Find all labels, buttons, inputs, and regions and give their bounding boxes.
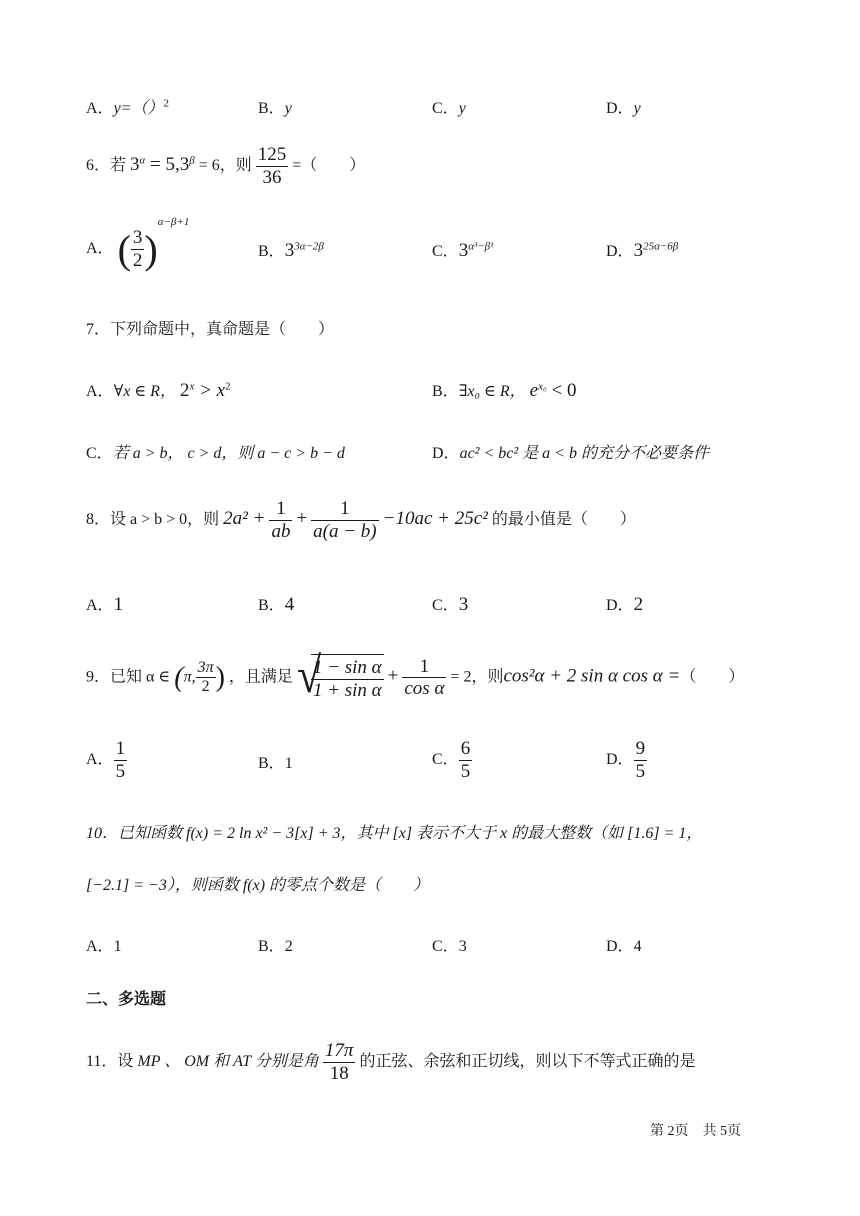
- q8-stem: 8．设 a > b > 0，则 2a² + $\frac{1}{ab}$ + $\frac{1}{a(a - b)}$ −10ac + 25c² 的最小值是（ ）: [86, 498, 636, 542]
- q8-option-b: B．4: [258, 594, 295, 615]
- q9-sqrt: √ $\frac{\text{1 − sin α}}{\text{1 + sin α}}$: [296, 647, 382, 704]
- q6-stem: 6．若 $3^\alpha = 5,3^\beta = 6$，则 $\frac{125}{36}$ =（ ）: [86, 144, 366, 188]
- q6-option-a: A． ( $\frac{3}{2}$ )$^{\alpha-\beta+1}$: [86, 215, 190, 272]
- page-footer: 第 2页 共 5页: [650, 1124, 741, 1139]
- q6-option-d: D．$3^{25\alpha-6\beta}$: [606, 240, 679, 261]
- q9-option-a: A． $\frac{1}{5}$: [86, 738, 126, 782]
- q10-option-a: A．1: [86, 938, 122, 955]
- q6-a-fraction: $\frac{3}{2}$: [132, 227, 143, 271]
- q9-option-d: D． $\frac{9}{5}$: [606, 738, 646, 782]
- q6-fraction: $\frac{125}{36}$: [257, 144, 287, 188]
- q11-fraction: $\frac{17\pi}{18}$: [324, 1040, 354, 1084]
- section-title-multiple-choice: 二、多选题: [86, 989, 167, 1008]
- q9-a-fraction: $\frac{1}{5}$: [115, 738, 126, 782]
- q5-option-c: C．y: [432, 100, 466, 117]
- q9-stem: 9．已知 α ∈ (π, $\frac{3\pi}{2}$ ) ，且满足 √ $\frac{\text{1 − sin α}}{\text{1 + sin α}}$ + $\frac{1}{\text{cos α}}$ = 2，则cos²α + 2 sin α cos α =（ ）: [86, 647, 745, 704]
- q9-fraction: $\frac{1}{\text{cos α}}$: [404, 655, 445, 700]
- q11-stem: 11．设 MP 、 OM 和 AT 分别是角 $\frac{17\pi}{18}$ 的正弦、余弦和正切线，则以下不等式正确的是: [86, 1040, 696, 1084]
- q8-fraction-2: $\frac{1}{a(a - b)}$: [313, 498, 377, 542]
- q10-option-d: D．4: [606, 938, 642, 955]
- q7-option-a: A．∀x ∈ R， $2^x > x^2$: [86, 380, 231, 401]
- q8-option-a: A．1: [86, 594, 124, 615]
- q5-option-b: B．y: [258, 100, 292, 117]
- q6-option-c: C．$3^{\alpha^3-\beta^1}$: [432, 240, 494, 261]
- q10-stem-line1: 10．已知函数 f(x) = 2 ln x² − 3[x] + 3，其中 [x] 表示不大于 x 的最大整数（如 [1.6] = 1，: [86, 825, 703, 842]
- q9-sqrt-fraction: $\frac{\text{1 − sin α}}{\text{1 + sin α}}$: [312, 657, 382, 701]
- q7-option-b: B．∃x₀ ∈ R， $e^{x_0} < 0$: [432, 380, 577, 401]
- q9-d-fraction: $\frac{9}{5}$: [635, 738, 646, 782]
- q5-option-d: D．y: [606, 100, 641, 117]
- q7-option-c: C．若 a > b， c > d，则 a − c > b − d: [86, 445, 345, 462]
- q9-c-fraction: $\frac{6}{5}$: [460, 738, 471, 782]
- q10-stem-line2: [−2.1] = −3），则函数 f(x) 的零点个数是（ ）: [86, 877, 430, 894]
- q9-option-b: B．1: [258, 755, 293, 772]
- q10-option-b: B．2: [258, 938, 293, 955]
- q8-option-d: D．2: [606, 594, 644, 615]
- q10-option-c: C．3: [432, 938, 467, 955]
- q8-option-c: C．3: [432, 594, 469, 615]
- q7-stem: 7．下列命题中，真命题是（ ）: [86, 321, 335, 338]
- q9-option-c: C． $\frac{6}{5}$: [432, 738, 471, 782]
- q9-interval-fraction: $\frac{3\pi}{2}$: [197, 658, 214, 696]
- q6-option-b: B．$3^{3\alpha-2\beta}$: [258, 240, 324, 261]
- q5-option-a: A．y=（）$^2$: [86, 97, 169, 117]
- q7-option-d: D．ac² < bc² 是 a < b 的充分不必要条件: [432, 445, 709, 462]
- q8-fraction-1: $\frac{1}{ab}$: [271, 498, 291, 542]
